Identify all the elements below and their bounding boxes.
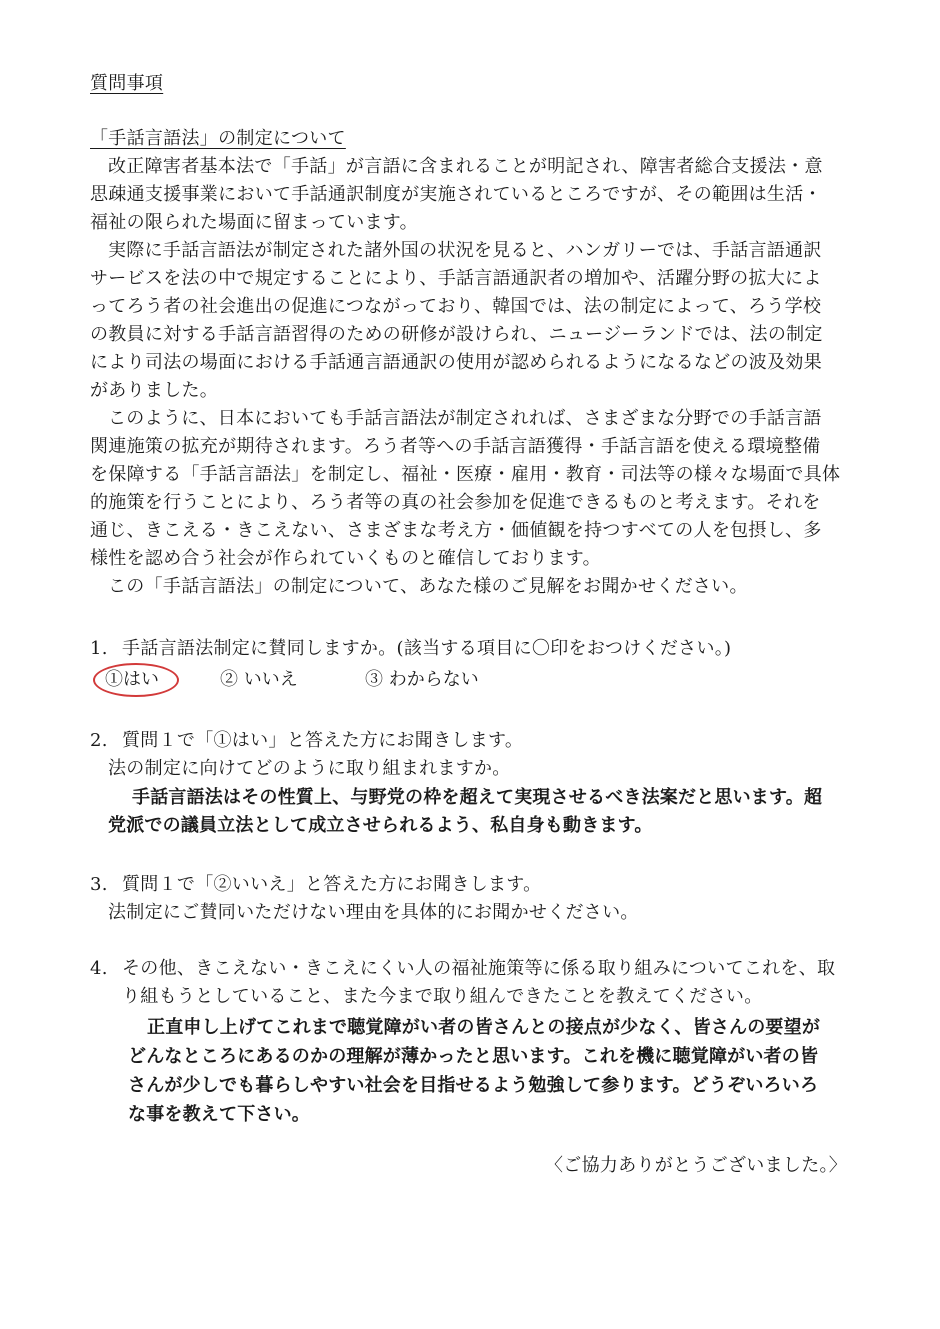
intro-line: がありました。 — [90, 380, 219, 401]
question-4-text: り組もうとしていること、また今まで取り組んできたことを教えてください。 — [122, 986, 763, 1007]
intro-line: を保障する「手話言語法」を制定し、福祉・医療・雇用・教育・司法等の様々な場面で具体 — [90, 464, 841, 485]
question-4-answer: な事を教えて下さい。 — [128, 1104, 310, 1125]
intro-line: この「手話言語法」の制定について、あなた様のご見解をお聞かせください。 — [108, 576, 748, 597]
question-3-text: 法制定にご賛同いただけない理由を具体的にお聞かせください。 — [108, 902, 639, 923]
page-heading: 質問事項 — [90, 73, 164, 94]
intro-line: 通じ、きこえる・きこえない、さまざまな考え方・価値観を持つすべての人を包摂し、多 — [90, 520, 822, 541]
intro-line: 的施策を行うことにより、ろう者等の真の社会参加を促進できるものと考えます。それを — [90, 492, 821, 513]
intro-line: ってろう者の社会進出の促進につながっており、韓国では、法の制定によって、ろう学校 — [90, 296, 822, 317]
question-1-text: 手話言語法制定に賛同しますか。(該当する項目に〇印をおつけください。) — [122, 638, 732, 659]
question-4-number: 4. — [90, 958, 108, 979]
option-yes[interactable]: ①はい — [105, 669, 159, 690]
question-4-answer: 正直申し上げてこれまで聴覚障がい者の皆さんとの接点が少なく、皆さんの要望が — [147, 1017, 821, 1038]
closing-thanks: 〈ご協力ありがとうございました。〉 — [545, 1155, 848, 1176]
intro-line: 福祉の限られた場面に留まっています。 — [90, 212, 418, 233]
question-3-number: 3. — [90, 874, 108, 895]
question-2-text: 質問１で「①はい」と答えた方にお聞きします。 — [122, 730, 524, 751]
intro-line: 関連施策の拡充が期待されます。ろう者等への手話言語獲得・手話言語を使える環境整備 — [90, 436, 821, 457]
question-2-answer: 手話言語法はその性質上、与野党の枠を超えて実現させるべき法案だと思います。超 — [132, 787, 823, 808]
intro-line: の教員に対する手話言語習得のための研修が設けられ、ニュージーランドでは、法の制定 — [90, 324, 823, 345]
question-3-text: 質問１で「②いいえ」と答えた方にお聞きします。 — [122, 874, 542, 895]
question-2-text: 法の制定に向けてどのように取り組まれますか。 — [108, 758, 511, 779]
question-2-answer: 党派での議員立法として成立させられるよう、私自身も動きます。 — [108, 815, 653, 836]
intro-line: このように、日本においても手話言語法が制定されれば、さまざまな分野での手話言語 — [108, 408, 822, 429]
option-no[interactable]: ② いいえ — [220, 669, 298, 690]
intro-line: 実際に手話言語法が制定された諸外国の状況を見ると、ハンガリーでは、手話言語通訳 — [108, 240, 822, 261]
question-4-answer: さんが少しでも暮らしやすい社会を目指せるよう勉強して参ります。どうぞいろいろ — [128, 1075, 819, 1096]
intro-line: 様性を認め合う社会が作られていくものと確信しております。 — [90, 548, 601, 569]
intro-line: 改正障害者基本法で「手話」が言語に含まれることが明記され、障害者総合支援法・意 — [108, 156, 823, 177]
question-2-number: 2. — [90, 730, 108, 751]
question-1-number: 1. — [90, 638, 108, 659]
option-unsure[interactable]: ③ わからない — [365, 669, 479, 690]
question-4-answer: どんなところにあるのかの理解が薄かったと思います。これを機に聴覚障がい者の皆 — [128, 1046, 819, 1067]
intro-line: 思疎通支援事業において手話通訳制度が実施されているところですが、その範囲は生活・ — [90, 184, 822, 205]
question-4-text: その他、きこえない・きこえにくい人の福祉施策等に係る取り組みについてこれを、取 — [122, 958, 836, 979]
intro-line: により司法の場面における手話通言語通訳の使用が認められるようになるなどの波及効果 — [90, 352, 822, 373]
intro-line: サービスを法の中で規定することにより、手話言語通訳者の増加や、活躍分野の拡大によ — [90, 268, 822, 289]
section-subheading: 「手話言語法」の制定について — [90, 128, 346, 149]
